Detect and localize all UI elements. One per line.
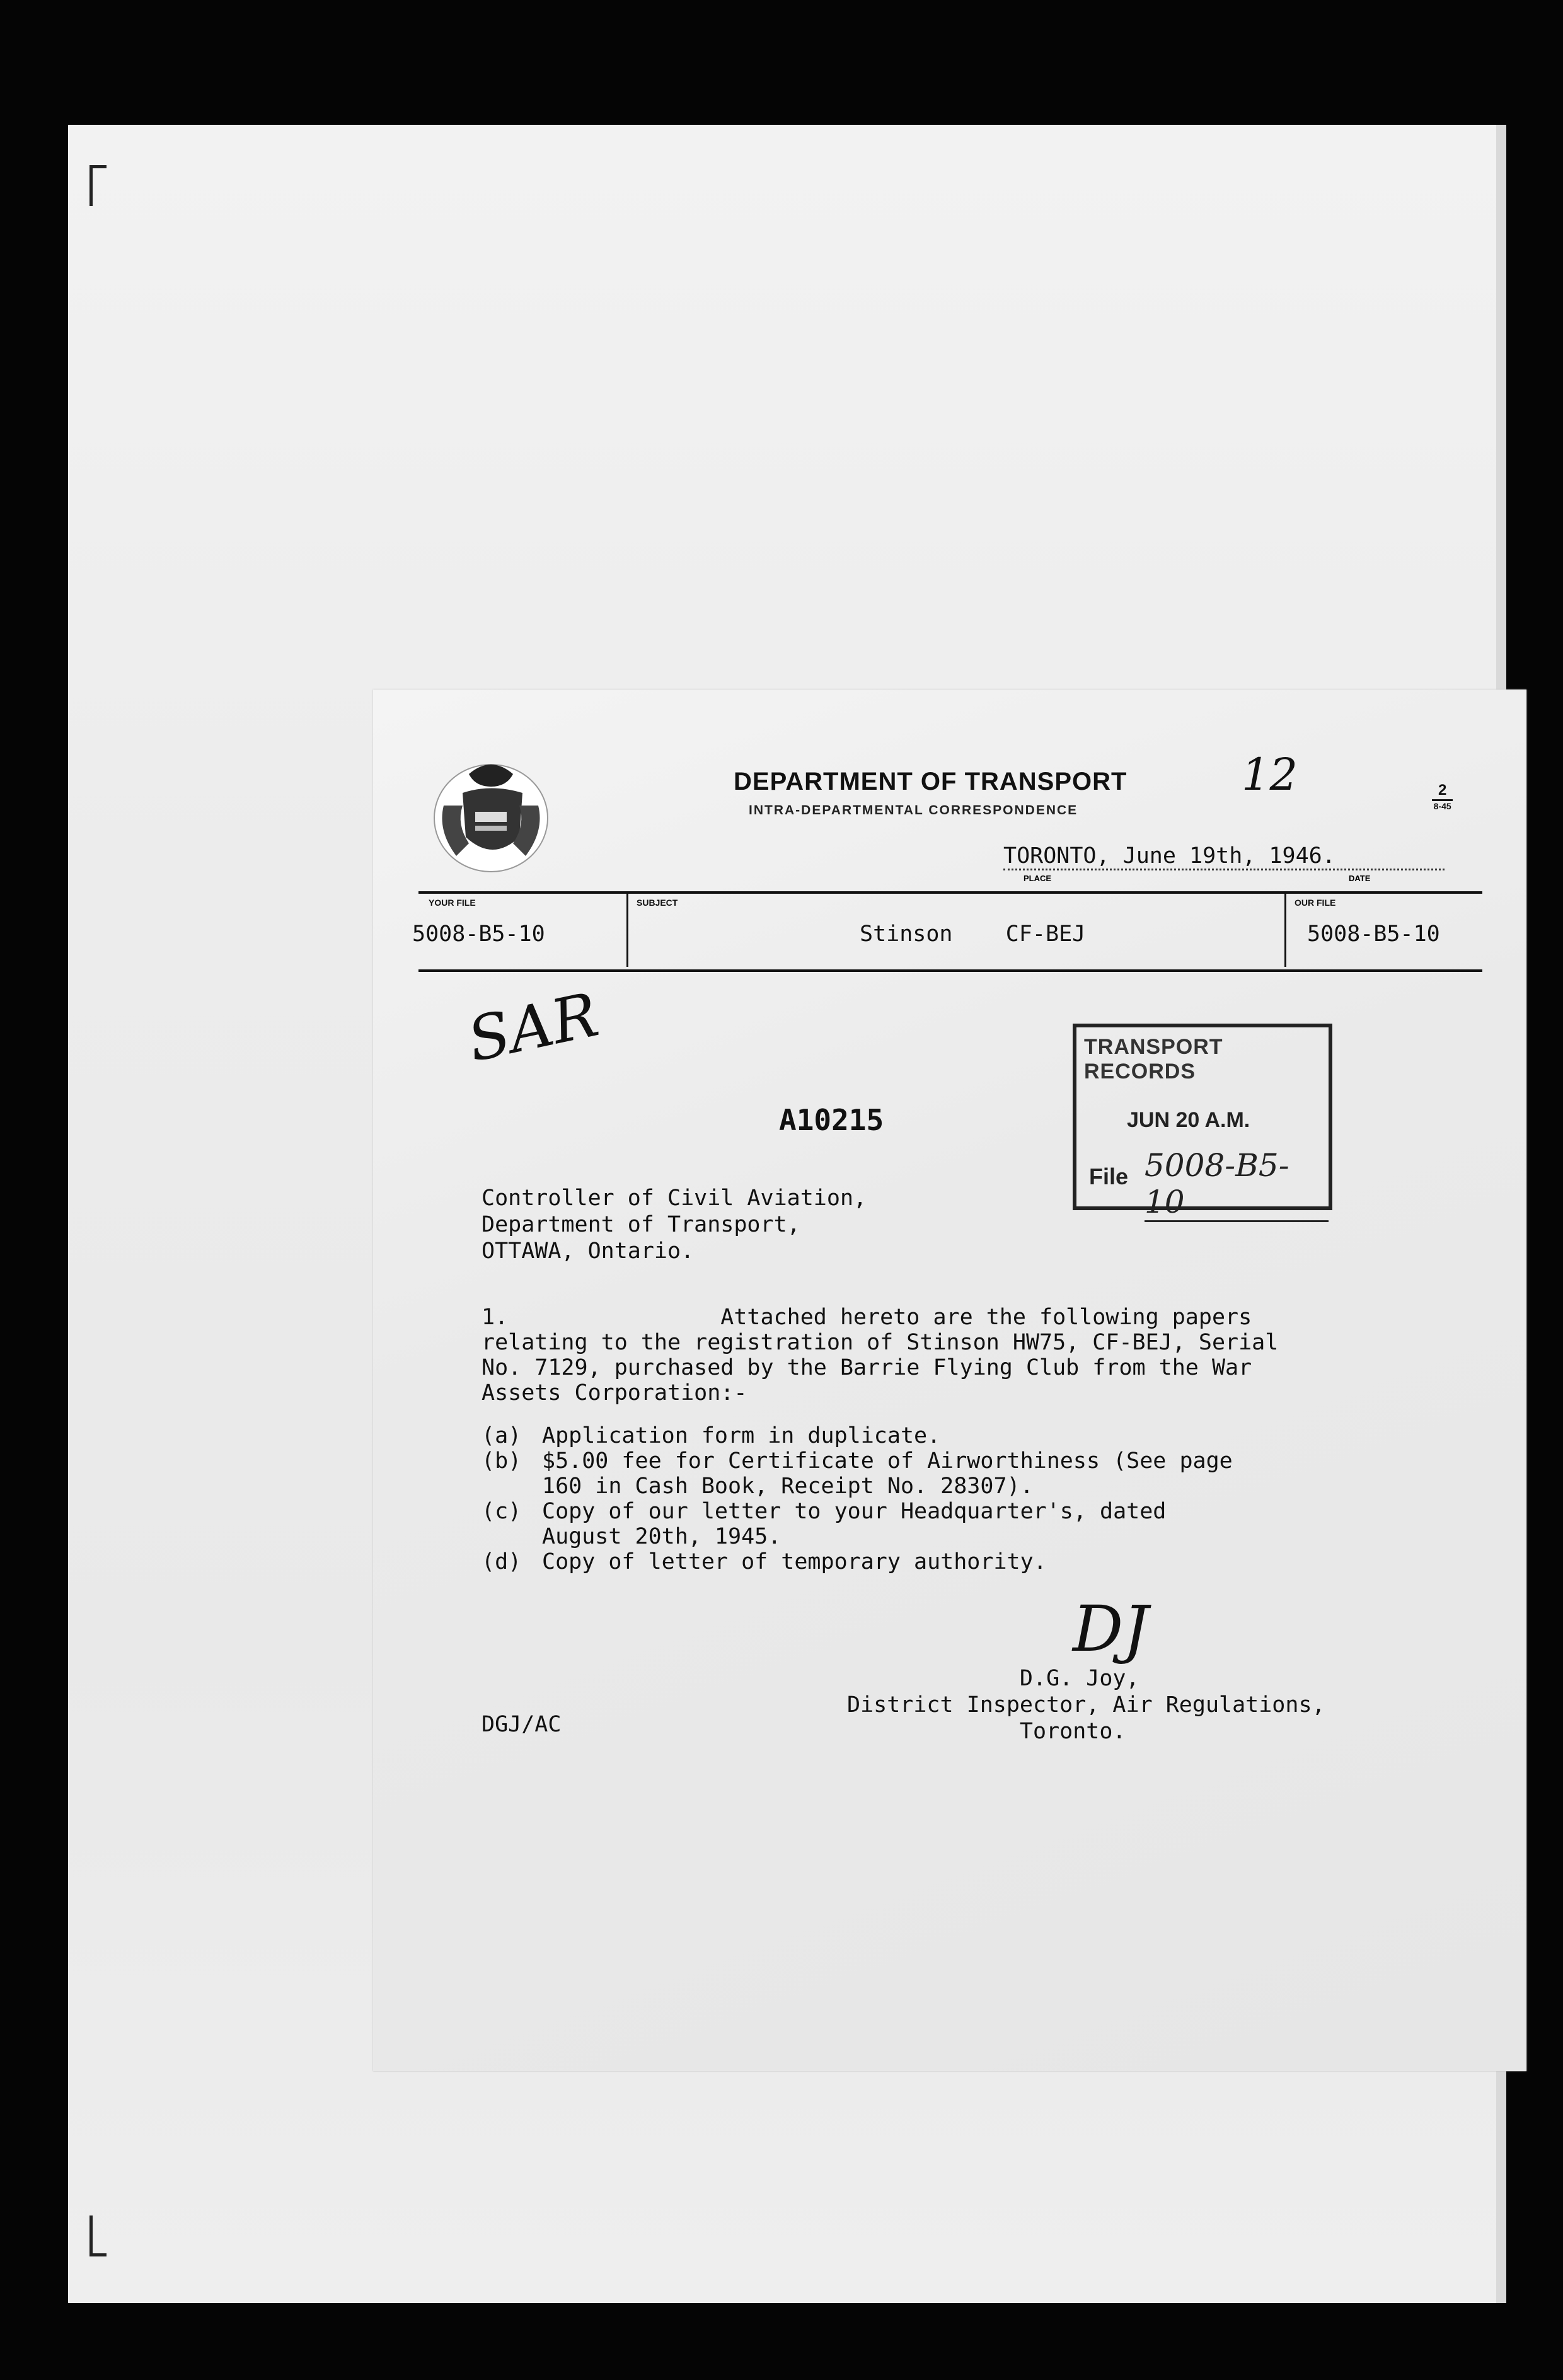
item-label: (b): [482, 1448, 522, 1474]
addressee-line: Department of Transport,: [482, 1212, 800, 1237]
stamp-title: TRANSPORT RECORDS: [1084, 1035, 1223, 1083]
item-label: (c): [482, 1499, 522, 1524]
form-number: [1432, 782, 1453, 811]
form-number-bottom: 8-45: [1433, 801, 1451, 811]
body-line: No. 7129, purchased by the Barrie Flying Club from the War: [482, 1355, 1252, 1380]
coat-of-arms-icon: [431, 749, 551, 875]
header-divider: [1284, 894, 1286, 967]
subject-value: Stinson CF-BEJ: [860, 921, 1086, 947]
list-item: [482, 1423, 1233, 1448]
crop-mark-top-left: [89, 165, 107, 206]
item-label: (d): [482, 1549, 522, 1574]
stamp-file-label: File: [1089, 1164, 1129, 1189]
list-item: [482, 1499, 1233, 1549]
item-text: Application form in duplicate.: [542, 1423, 941, 1448]
stamp-file-handwritten: 5008-B5-10: [1145, 1147, 1329, 1222]
addressee-block: [482, 1185, 867, 1264]
handwritten-initials: SAR: [461, 979, 604, 1076]
department-title: DEPARTMENT OF TRANSPORT: [734, 768, 1128, 795]
reference-number: A10215: [779, 1103, 884, 1137]
body-line: 1. Attached hereto are the following papers: [482, 1305, 1252, 1330]
film-mount: [68, 125, 1506, 2303]
your-file-label: YOUR FILE: [429, 898, 476, 908]
body-paragraph: [482, 1305, 1278, 1406]
list-item: [482, 1549, 1233, 1574]
header-divider: [626, 894, 628, 967]
signature-line: Toronto.: [847, 1719, 1126, 1744]
list-item: [482, 1448, 1233, 1499]
handwritten-signature: DJ: [1073, 1592, 1149, 1666]
place-label: PLACE: [1024, 874, 1052, 883]
item-text: 160 in Cash Book, Receipt No. 28307).: [542, 1474, 1034, 1499]
dateline: TORONTO, June 19th, 1946.: [1003, 843, 1445, 870]
signature-line: D.G. Joy,: [847, 1666, 1139, 1691]
records-stamp: [1073, 1024, 1332, 1220]
item-text: $5.00 fee for Certificate of Airworthiness (See page: [542, 1448, 1233, 1474]
item-label: (a): [482, 1423, 522, 1448]
header-table: [412, 891, 1482, 972]
department-subtitle: INTRA-DEPARTMENTAL CORRESPONDENCE: [749, 803, 1078, 817]
stamp-date: JUN 20 A.M.: [1127, 1108, 1250, 1132]
our-file-label: OUR FILE: [1295, 898, 1336, 908]
our-file-value: 5008-B5-10: [1307, 921, 1440, 947]
subject-label: SUBJECT: [637, 898, 678, 908]
your-file-value: 5008-B5-10: [412, 921, 545, 947]
typist-initials: DGJ/AC: [482, 1712, 562, 1737]
body-line: Assets Corporation:-: [482, 1380, 747, 1406]
addressee-line: OTTAWA, Ontario.: [482, 1239, 695, 1264]
item-text: Copy of letter of temporary authority.: [542, 1549, 1047, 1574]
item-text: August 20th, 1945.: [542, 1524, 782, 1549]
item-list: [482, 1423, 1233, 1574]
crop-mark-bottom-left: [89, 2215, 107, 2256]
signature-line: District Inspector, Air Regulations,: [847, 1692, 1325, 1718]
handwritten-page-number: 12: [1242, 749, 1298, 800]
signature-block: [847, 1665, 1325, 1745]
form-number-top: 2: [1432, 782, 1453, 801]
item-text: Copy of our letter to your Headquarter's, dated: [542, 1499, 1167, 1524]
date-label: DATE: [1349, 874, 1371, 883]
addressee-line: Controller of Civil Aviation,: [482, 1186, 867, 1211]
letter-page: [373, 690, 1526, 2071]
body-line: relating to the registration of Stinson HW75, CF-BEJ, Serial: [482, 1330, 1279, 1355]
